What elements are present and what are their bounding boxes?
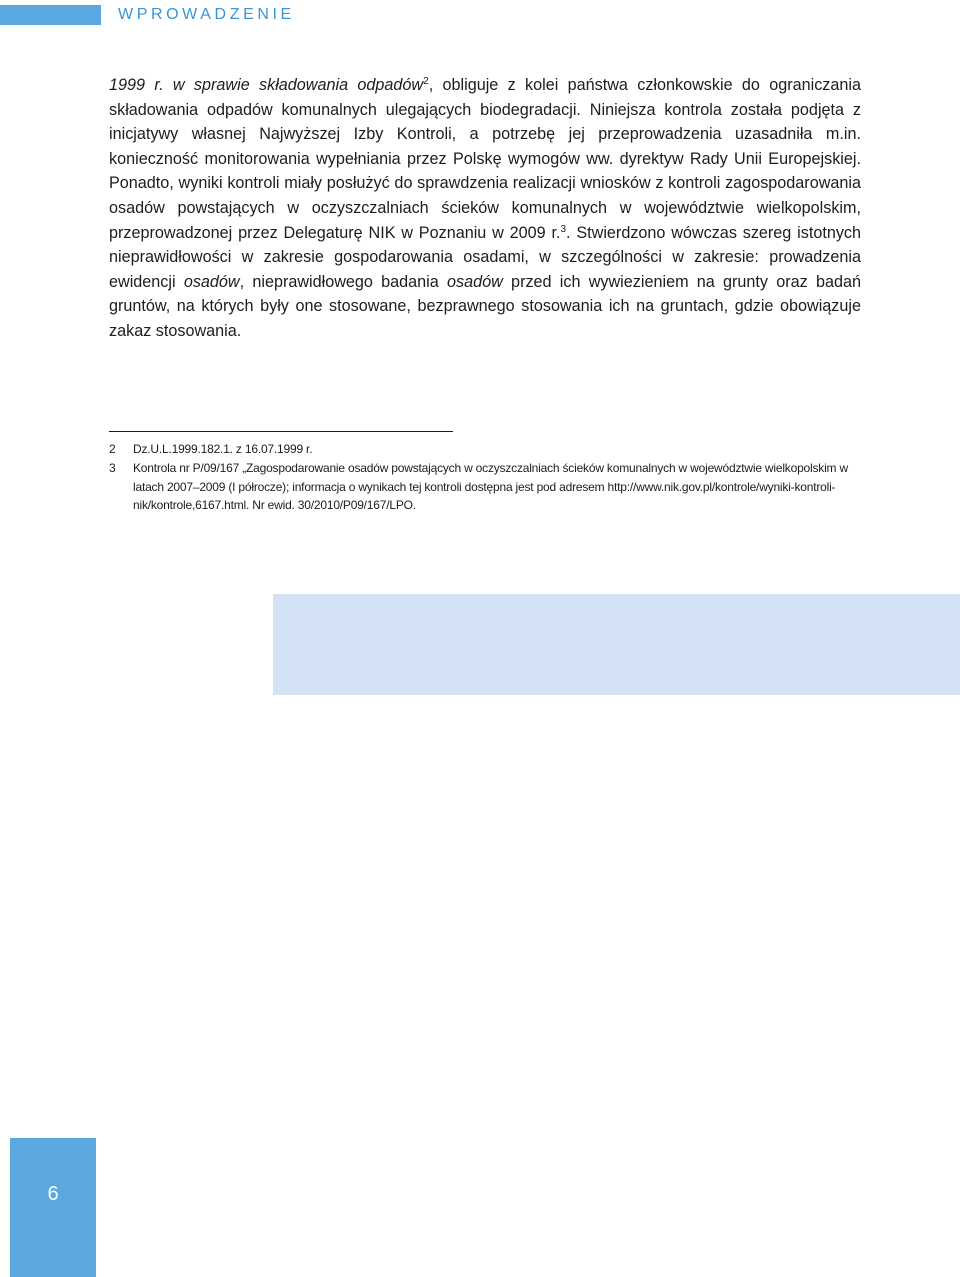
- italic-osadow-2: osadów: [447, 272, 503, 291]
- page-number: 6: [47, 1183, 59, 1205]
- footnote-text: Dz.U.L.1999.182.1. z 16.07.1999 r.: [133, 442, 313, 456]
- italic-osadow-1: osadów: [183, 272, 240, 291]
- footnote-separator: [109, 431, 453, 432]
- body-text-part-4: przed ich wywiezieniem na grunty oraz badań gruntów, na których były one stosowane, bezprawnego stosowania ich na gruntach, gdzie obowiązuje zakaz stosowania.: [109, 272, 861, 340]
- page-number-box: [10, 1138, 96, 1277]
- header-accent-bar: [0, 5, 101, 25]
- footnote-number: 3: [109, 461, 116, 475]
- body-text-part-3: , nieprawidłowego badania: [239, 272, 448, 291]
- footnote-ref-3: 3: [560, 223, 567, 235]
- footnote-ref-2: 2: [423, 76, 429, 87]
- body-text-part-1: , obliguje z kolei państwa członkowskie do ograniczania składowania odpadów komunalnych ulegających biodegradacji. Niniejsza kontrola została podjęta z inicjatywy własnej Najwyższej Izby Kontroli, a potrzebę jej przeprowadzenia uzasadniła m.in. konieczność monitorowania wypełniania przez Polskę wymogów ww. dyrektyw Rady Unii Europejskiej. Ponadto, wyniki kontroli miały posłużyć do sprawdzenia realizacji wniosków z kontroli zagospodarowania osadów powstających w oczyszczalniach ścieków komunalnych w województwie wielkopolskim, przeprowadzonej przez Delegaturę NIK w Poznaniu w 2009 r.: [109, 76, 862, 242]
- footnote-2: [109, 440, 509, 460]
- body-text-part-2: . Stwierdzono wówczas szereg istotnych nieprawidłowości w zakresie gospodarowania osadami, w szczególności w zakresie: prowadzenia ewidencji: [109, 223, 862, 291]
- italic-directive-text: 1999 r. w sprawie składowania odpadów: [109, 76, 424, 94]
- body-paragraph: [109, 73, 861, 344]
- footnote-text: Kontrola nr P/09/167 „Zagospodarowanie osadów powstających w oczyszczalniach ścieków komunalnych w województwie wielkopolskim w latach 2007–2009 (I półrocze); informacja o wynikach tej kontroli dostępna jest pod adresem http://www.nik.gov.pl/kontrole/wyniki-kontroli-nik/kontrole,6167.html. Nr ewid. 30/2010/P09/167/LPO.: [133, 461, 848, 512]
- decorative-blue-panel: [273, 594, 960, 695]
- footnote-number: 2: [109, 442, 116, 456]
- footnote-3: [109, 459, 879, 519]
- section-title: WPROWADZENIE: [118, 6, 295, 23]
